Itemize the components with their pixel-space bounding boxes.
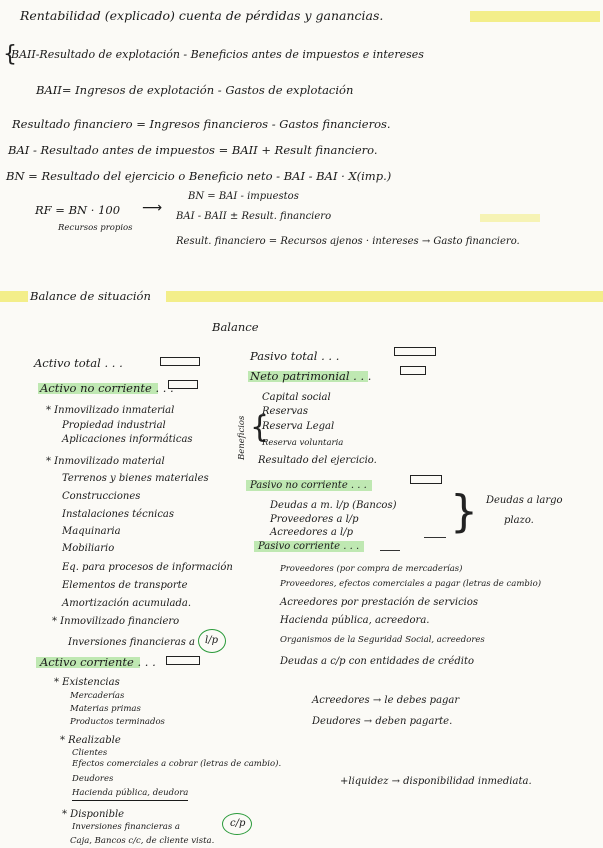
formula-result-fin: Result. financiero = Recursos ajenos · intereses → Gasto financiero. <box>176 236 520 247</box>
lp-circle-label: l/p <box>205 635 218 646</box>
inm-mat-item: Eq. para procesos de información <box>62 562 233 573</box>
pc-item: Deudas a c/p con entidades de crédito <box>280 656 474 667</box>
formula-bai: BAI - BAII ± Result. financiero <box>176 211 332 222</box>
realizable-item: Efectos comerciales a cobrar (letras de cambio). <box>72 759 282 769</box>
formula-bn: BN = BAI - impuestos <box>188 191 299 202</box>
section2-title: Balance de situación <box>30 289 151 303</box>
realizable: * Realizable <box>60 735 121 746</box>
inm-mat-item: Instalaciones técnicas <box>62 509 175 520</box>
blank-line <box>380 550 400 551</box>
cp-circle-label: c/p <box>230 818 246 829</box>
neto-item: Reservas <box>262 406 309 417</box>
pnc-note: Deudas a largo <box>486 495 563 506</box>
existencias-item: Materias primas <box>70 704 141 714</box>
pc-item: Hacienda pública, acreedora. <box>280 615 430 626</box>
blank-line <box>424 537 446 538</box>
line-bai: BAI - Resultado antes de impuestos = BAII + Result financiero. <box>8 143 378 157</box>
blank-box <box>400 366 426 375</box>
blank-box <box>160 357 200 366</box>
inmovilizado-material: * Inmovilizado material <box>46 456 165 467</box>
inm-mat-item: Maquinaria <box>62 526 121 537</box>
inm-inmat-item: Propiedad industrial <box>62 420 166 431</box>
inm-mat-item: Amortización acumulada. <box>62 598 192 609</box>
pnc-item: Deudas a m. l/p (Bancos) <box>270 500 397 511</box>
pnc-item: Proveedores a l/p <box>270 514 359 525</box>
line-bn: BN = Resultado del ejercicio o Beneficio neto - BAI - BAI · X(imp.) <box>6 169 392 183</box>
line-baii-def: BAII-Resultado de explotación - Beneficios antes de impuestos e intereses <box>11 48 424 61</box>
pasivo-corriente: Pasivo corriente . . . <box>258 541 360 552</box>
disponible-item: Caja, Bancos c/c, de cliente vista. <box>70 836 215 846</box>
pc-item: Organismos de la Seguridad Social, acreedores <box>280 635 485 645</box>
activo-corriente: Activo corriente . . . <box>40 655 156 669</box>
blank-box <box>168 380 198 389</box>
definition-deudores: Deudores → deben pagarte. <box>312 716 453 727</box>
disponible-item: Inversiones financieras a <box>72 822 180 832</box>
realizable-item: Clientes <box>72 748 108 758</box>
left-bracket: { <box>3 42 17 67</box>
activo-no-corriente: Activo no corriente . . . <box>40 381 174 395</box>
realizable-item: Hacienda pública, deudora <box>72 787 188 801</box>
pc-item: Acreedores por prestación de servicios <box>280 597 479 608</box>
section2-highlight-right <box>166 291 603 302</box>
formula-rf-denominator: Recursos propios <box>58 223 133 233</box>
arrow-icon: ⟶ <box>142 200 163 216</box>
activo-total: Activo total . . . <box>34 356 123 370</box>
pnc-note: plazo. <box>504 515 534 526</box>
section1-title: Rentabilidad (explicado) cuenta de pérdidas y ganancias. <box>20 8 384 23</box>
existencias-item: Mercaderías <box>70 691 125 701</box>
balance-label: Balance <box>212 320 259 334</box>
line-result-fin: Resultado financiero = Ingresos financieros - Gastos financieros. <box>12 117 391 131</box>
inm-fin-item: Inversiones financieras a <box>68 637 196 648</box>
pnc-bracket: } <box>450 486 478 537</box>
liquidity-note: +liquidez → disponibilidad inmediata. <box>340 776 532 787</box>
inm-mat-item: Elementos de transporte <box>62 580 188 591</box>
neto-item: Reserva voluntaria <box>262 438 344 448</box>
inmovilizado-inmaterial: * Inmovilizado inmaterial <box>46 405 175 416</box>
pc-item: Proveedores (por compra de mercaderías) <box>280 564 463 574</box>
neto-item: Resultado del ejercicio. <box>258 455 377 466</box>
pnc-item: Acreedores a l/p <box>270 527 353 538</box>
blank-box <box>410 475 442 484</box>
existencias-item: Productos terminados <box>70 717 165 727</box>
definition-acreedores: Acreedores → le debes pagar <box>312 695 460 706</box>
formula-rf: RF = BN · 100 <box>35 203 121 217</box>
reservas-bracket: { <box>250 410 270 445</box>
neto-patrimonial: Neto patrimonial . . . <box>250 369 372 383</box>
pasivo-total: Pasivo total . . . <box>250 349 340 363</box>
realizable-item: Deudores <box>72 774 114 784</box>
highlight-mark <box>480 214 540 222</box>
inm-mat-item: Terrenos y bienes materiales <box>62 473 209 484</box>
inm-mat-item: Mobiliario <box>62 543 115 554</box>
neto-item: Capital social <box>262 392 331 403</box>
inmovilizado-financiero: * Inmovilizado financiero <box>52 616 180 627</box>
inm-inmat-item: Aplicaciones informáticas <box>62 434 193 445</box>
neto-item: Reserva Legal <box>262 421 335 432</box>
line-baii-formula: BAII= Ingresos de explotación - Gastos de explotación <box>36 83 354 97</box>
blank-box <box>394 347 436 356</box>
pc-item: Proveedores, efectos comerciales a pagar (letras de cambio) <box>280 579 542 589</box>
blank-box <box>166 656 200 665</box>
inm-mat-item: Construcciones <box>62 491 141 502</box>
disponible: * Disponible <box>62 809 125 820</box>
existencias: * Existencias <box>54 677 120 688</box>
section2-highlight-left <box>0 291 28 302</box>
beneficios-label: Beneficios <box>237 415 247 460</box>
title-highlight-bar <box>470 11 600 22</box>
pasivo-no-corriente: Pasivo no corriente . . . <box>250 480 367 491</box>
